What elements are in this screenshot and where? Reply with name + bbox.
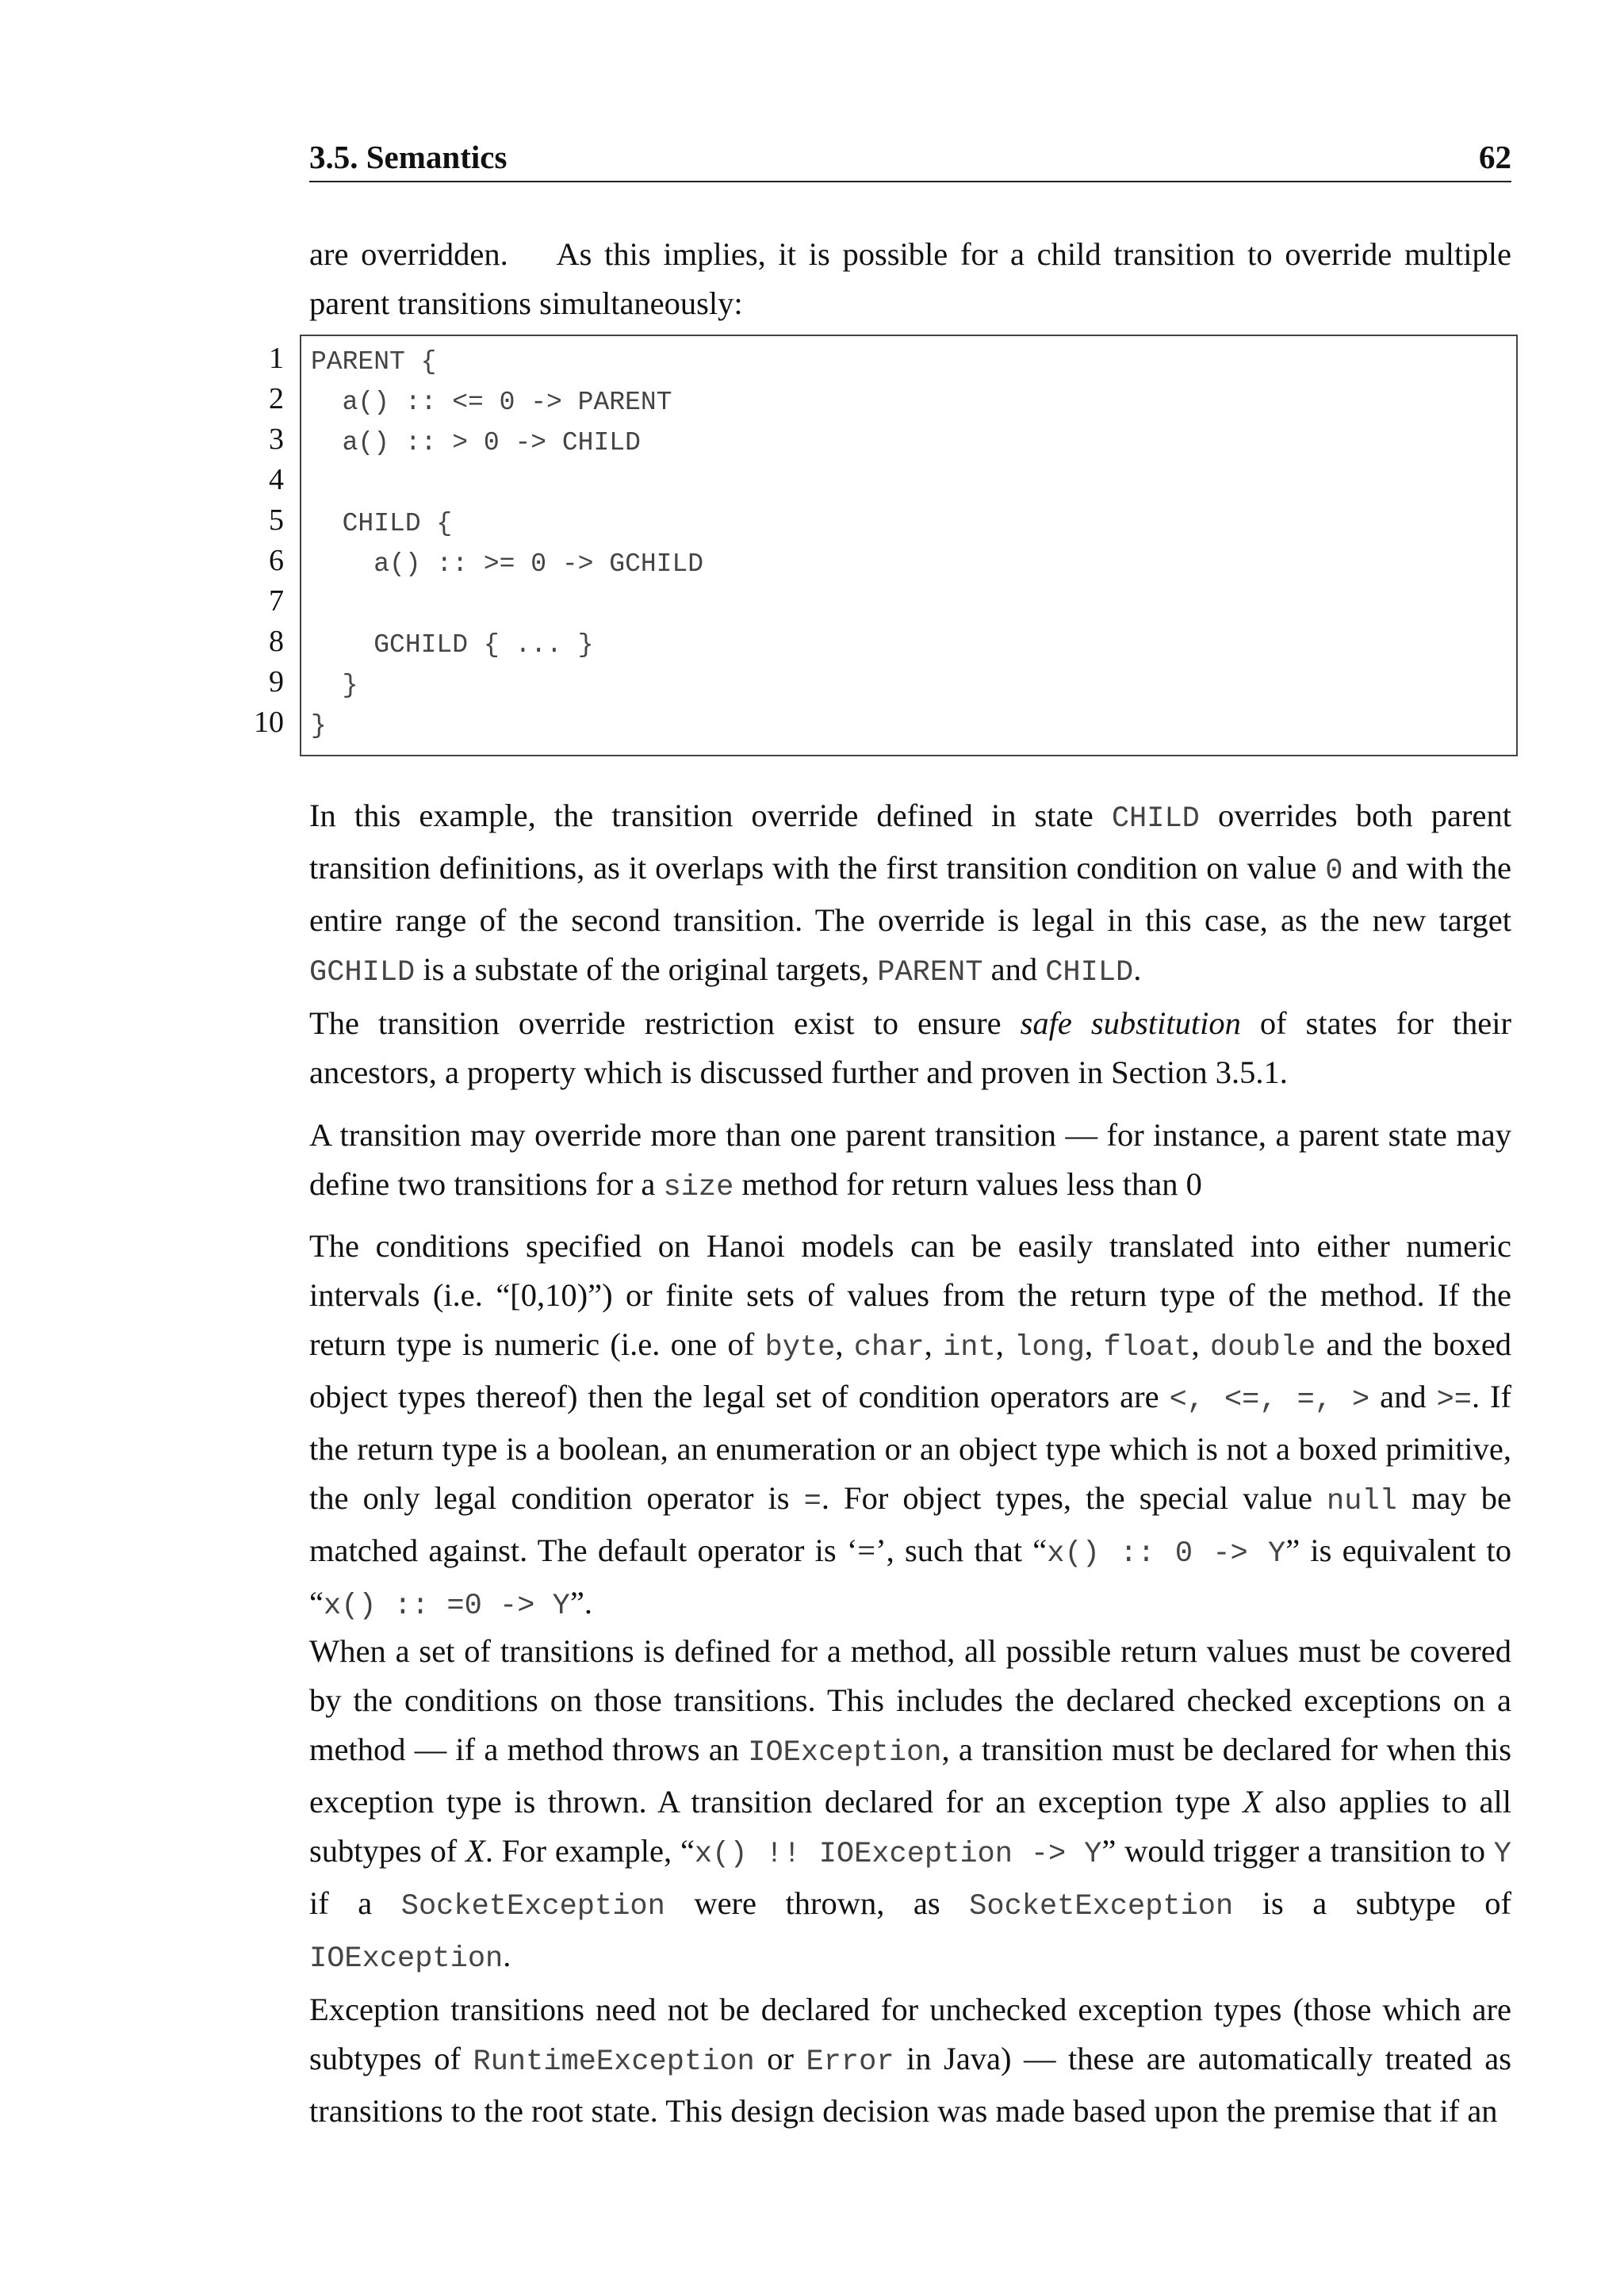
line-number: 5: [269, 503, 284, 537]
code: x() :: 0 -> Y: [1047, 1537, 1286, 1571]
code-line: [301, 585, 1516, 626]
code: int: [943, 1331, 996, 1364]
text: ,: [1191, 1326, 1210, 1362]
code-line-text: GCHILD { ... }: [311, 630, 594, 660]
text: Exception transitions need not be declared for unchecked exception types (those which are subtypes of: [309, 1992, 1511, 2076]
text: overrides both parent transition definitions, as it overlaps with the first transition condition on value: [309, 798, 1511, 886]
code-parent: PARENT: [877, 956, 983, 989]
code-line-text: a() :: <= 0 -> PARENT: [311, 388, 672, 417]
code: SocketException: [400, 1890, 665, 1923]
text: were thrown, as: [665, 1885, 970, 1921]
code: >=: [1436, 1383, 1472, 1417]
code-child: CHILD: [1111, 802, 1200, 836]
line-number: 7: [269, 584, 284, 618]
code-line: [301, 666, 1516, 706]
code-line: [301, 706, 1516, 747]
code-line-text: PARENT {: [311, 347, 437, 377]
code-child: CHILD: [1045, 956, 1134, 989]
code-line-text: }: [311, 671, 358, 700]
text: . If the return type is a boolean, an enumeration or an object type which is not a boxed primitive, the only legal condition operator is: [309, 1379, 1512, 1516]
text: The conditions specified on Hanoi models can be easily translated into either numeric intervals (i.e. “[0,10)”) or finite sets of values from the return type of the method. If the return type is numeric (i.e. one of: [309, 1228, 1511, 1362]
code-line: [301, 342, 1516, 383]
text: ,: [1085, 1326, 1104, 1362]
text: .: [1133, 951, 1142, 987]
paragraph-override-restriction: [309, 999, 1511, 1097]
text: also applies to all subtypes of: [309, 1784, 1511, 1869]
code-line-text: }: [311, 711, 327, 740]
text: ,: [924, 1326, 944, 1362]
code: float: [1103, 1331, 1192, 1364]
text: or: [754, 2041, 806, 2076]
code-line: [301, 504, 1516, 545]
text: The transition override restriction exist to ensure: [309, 1005, 1021, 1041]
math-var: X: [465, 1833, 485, 1869]
text: ” would trigger a transition to: [1101, 1833, 1494, 1869]
code: long: [1014, 1331, 1085, 1364]
line-number: 8: [269, 625, 284, 658]
intro-line-1: are overridden. As this implies, it is possible for a child transition to override multiple: [309, 236, 1511, 272]
code: byte: [764, 1331, 836, 1364]
code-listing: [300, 335, 1518, 756]
text: is a substate of the original targets,: [415, 951, 878, 987]
text: and the boxed object types thereof) then the legal set of condition operators are: [309, 1326, 1512, 1414]
text: . For example, “: [485, 1833, 695, 1869]
text: ,: [835, 1326, 854, 1362]
text: ,: [995, 1326, 1015, 1362]
text: . For object types, the special value: [821, 1480, 1327, 1516]
text: if a: [309, 1885, 401, 1921]
page-number: 62: [1479, 139, 1511, 175]
text: A transition may override more than one parent transition — for instance, a parent state may define two transitions for a: [309, 1117, 1511, 1202]
code: <, <=, =, >: [1169, 1383, 1370, 1417]
intro-paragraph: [309, 230, 1511, 328]
code: null: [1327, 1485, 1397, 1518]
paragraph-example-explanation: [309, 791, 1511, 997]
line-number: 2: [269, 382, 284, 415]
text: In this example, the transition override defined in state: [309, 798, 1112, 833]
code-line-text: CHILD {: [311, 509, 453, 538]
text: and: [1369, 1379, 1437, 1414]
line-number: 4: [269, 463, 284, 496]
line-number: 9: [269, 665, 284, 698]
code: IOException: [748, 1736, 942, 1770]
intro-line-2: parent transitions simultaneously:: [309, 285, 743, 321]
text: may be matched against. The default operator is ‘=’, such that “: [309, 1480, 1511, 1568]
code-line-text: a() :: > 0 -> CHILD: [311, 428, 641, 457]
line-number: 6: [269, 544, 284, 577]
code-line: [301, 626, 1516, 666]
text: When a set of transitions is defined for a method, all possible return values must be covered by the conditions on those transitions. This includes the declared checked exceptions on a method — if a method throws an: [309, 1633, 1511, 1767]
text: ” is equivalent to “: [309, 1533, 1511, 1621]
line-number: 1: [269, 342, 284, 375]
code: x() :: =0 -> Y: [323, 1590, 570, 1623]
code-line: [301, 423, 1516, 464]
paragraph-unchecked-exceptions: [309, 1985, 1511, 2136]
code-line: [301, 383, 1516, 423]
section-title: 3.5. Semantics: [309, 139, 508, 175]
emphasis: safe substitution: [1020, 1005, 1241, 1041]
text: and: [982, 951, 1046, 987]
code: char: [853, 1331, 925, 1364]
code-line-text: a() :: >= 0 -> GCHILD: [311, 549, 704, 579]
code-gchild: GCHILD: [309, 956, 416, 989]
text: method for return values less than 0: [733, 1166, 1202, 1202]
text: ”.: [569, 1585, 592, 1621]
code: SocketException: [969, 1890, 1234, 1923]
code: =: [803, 1485, 822, 1518]
paragraph-checked-exceptions: [309, 1627, 1511, 1984]
code: IOException: [309, 1942, 504, 1976]
code: double: [1209, 1331, 1316, 1364]
math-var: X: [1243, 1784, 1262, 1820]
code: RuntimeException: [473, 2045, 755, 2079]
code: Error: [806, 2045, 894, 2079]
text: .: [503, 1938, 511, 1973]
code-size: size: [663, 1171, 734, 1204]
text: in Java) — these are automatically treated as transitions to the root state. This design decision was made based upon the premise that if an: [309, 2041, 1511, 2129]
line-number: 3: [269, 423, 284, 456]
text: and with the entire range of the second transition. The override is legal in this case, as the new target: [309, 850, 1511, 938]
text: is a subtype of: [1233, 1885, 1511, 1921]
paragraph-multiple-override: [309, 1111, 1511, 1212]
code-zero: 0: [1325, 855, 1343, 888]
code: Y: [1493, 1838, 1511, 1871]
text: , a transition must be declared for when this exception type is thrown. A transition declared for an exception type: [309, 1732, 1511, 1820]
text: of states for their ancestors, a property which is discussed further and proven in Section 3.5.1.: [309, 1005, 1512, 1090]
code-line: [301, 464, 1516, 504]
code-line: [301, 545, 1516, 585]
line-number: 10: [254, 706, 284, 739]
paragraph-conditions: [309, 1222, 1511, 1631]
running-header: [309, 133, 1511, 182]
code: x() !! IOException -> Y: [694, 1838, 1102, 1871]
